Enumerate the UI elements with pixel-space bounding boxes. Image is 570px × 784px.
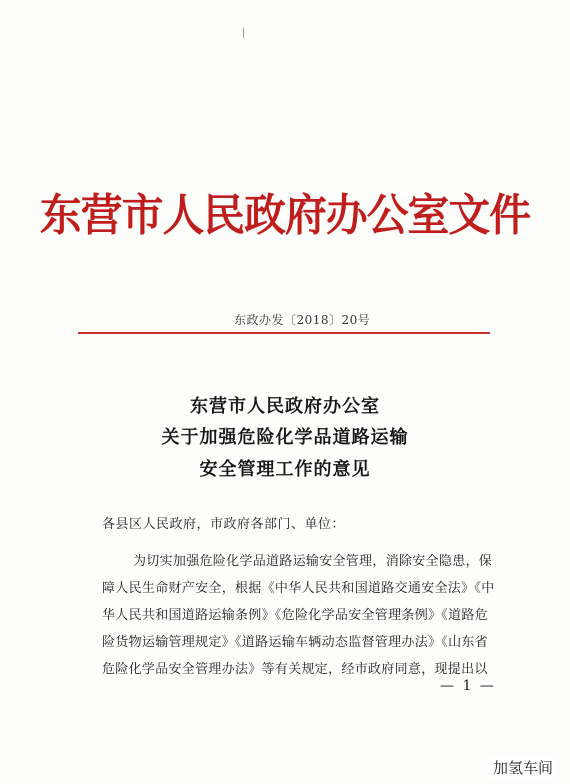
title-line-1: 东营市人民政府办公室 — [190, 396, 380, 417]
scan-mark — [243, 28, 244, 38]
watermark-label: 加氢车间 — [490, 756, 556, 779]
salutation: 各县区人民政府，市政府各部门、单位： — [102, 517, 346, 532]
red-divider-line — [78, 332, 490, 334]
document-number: 东政办发〔2018〕20号 — [234, 313, 371, 327]
body-line-5: 危险化学品安全管理办法》等有关规定，经市政府同意，现提出以 — [102, 662, 488, 677]
title-line-2: 关于加强危险化学品道路运输 — [161, 427, 409, 448]
body-line-1: 为切实加强危险化学品道路运输安全管理，消除安全隐患，保 — [133, 554, 493, 569]
issuer-header: 东营市人民政府办公室文件 — [39, 190, 531, 241]
page-number: — 1 — — [440, 678, 496, 694]
body-line-4: 险货物运输管理规定》《道路运输车辆动态监督管理办法》《山东省 — [102, 635, 489, 650]
title-line-3: 安全管理工作的意见 — [199, 459, 371, 480]
body-line-3: 华人民共和国道路运输条例》《危险化学品安全管理条例》《道路危 — [102, 608, 489, 623]
body-line-2: 障人民生命财产安全，根据《中华人民共和国道路交通安全法》《中 — [102, 581, 495, 596]
